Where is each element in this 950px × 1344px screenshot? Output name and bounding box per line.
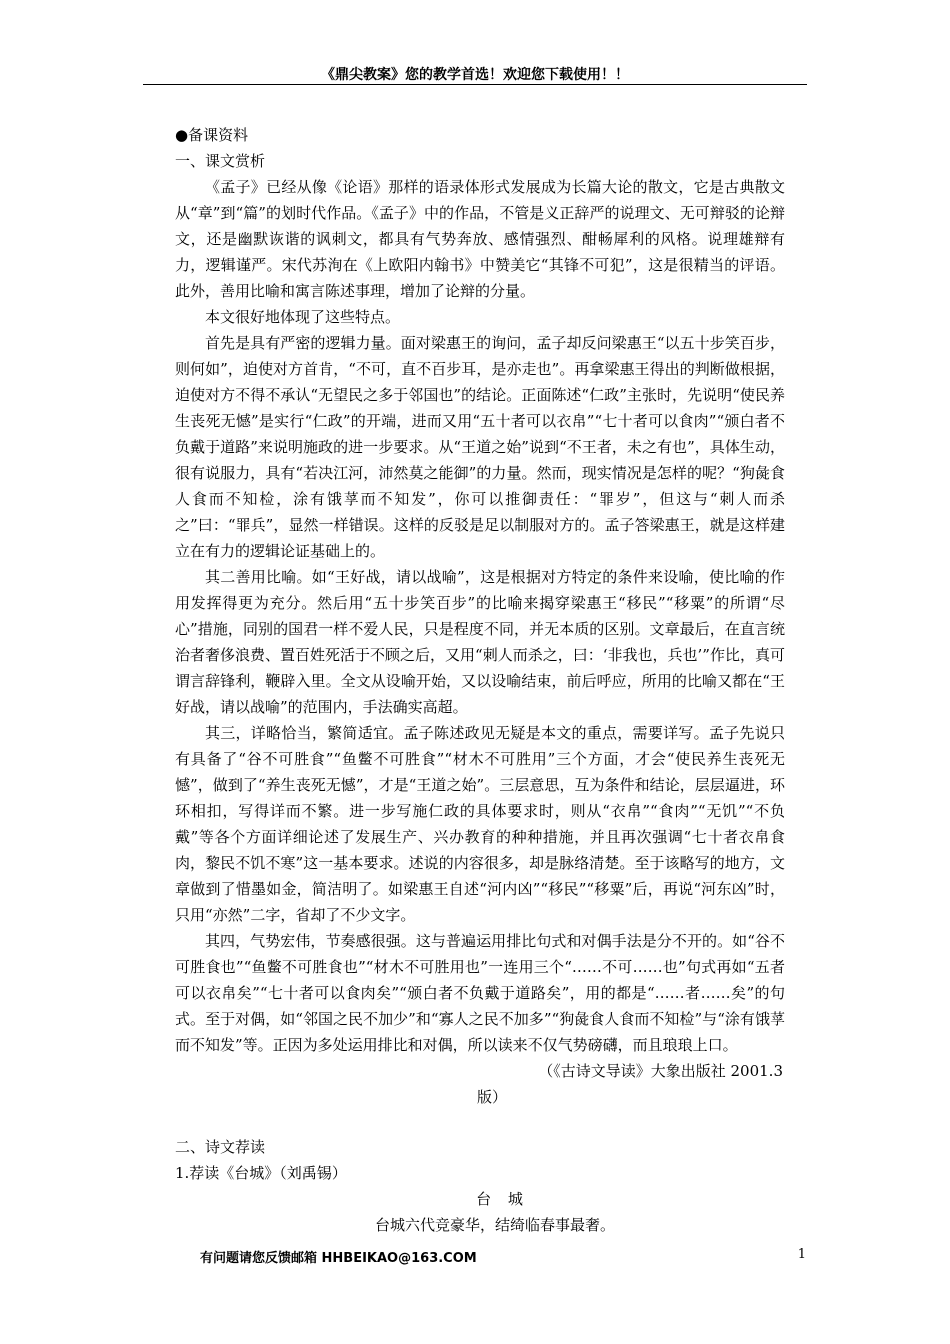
document-body: [175, 122, 785, 1238]
page-number: 1: [797, 1247, 806, 1262]
feedback-email: 有问题请您反馈邮箱 HHBEIKAO@163.COM: [200, 1251, 477, 1266]
section-heading-analysis: 一、课文赏析: [175, 152, 266, 170]
paragraph: 本文很好地体现了这些特点。: [205, 308, 401, 326]
header-divider: [143, 84, 807, 85]
header-banner: 《鼎尖教案》您的教学首选！欢迎您下载使用！！: [321, 67, 629, 83]
footer: [200, 1247, 806, 1266]
recommend-item: 1.荐读《台城》（刘禹锡）: [175, 1164, 347, 1182]
paragraph: 其四，气势宏伟，节奏感很强。这与普遍运用排比句式和对偶手法是分不开的。如“谷不可胜食也”“鱼鳖不可胜食也”“材木不可胜用也”一连用三个“……不可……也”句式再如“五者可以衣帛矣”“七十者可以食肉矣”“颁白者不负戴于道路矣”，用的都是“……者……矣”的句式。至于对偶，如“邻国之民不加少”和“寡人之民不加多”“狗彘食人食而不知检”与“涂有饿莩而不知发”等。正因为多处运用排比和对偶，所以读来不仅气势磅礴，而且琅琅上口。: [175, 932, 785, 1054]
section-heading-recommend: 二、诗文荐读: [175, 1138, 266, 1156]
paragraph: 其二善用比喻。如“王好战，请以战喻”，这是根据对方特定的条件来设喻，使比喻的作用发挥得更为充分。然后用“五十步笑百步”的比喻来揭穿梁惠王“移民”“移粟”的所谓“尽心”措施，同别的国君一样不爱人民，只是程度不同，并无本质的区别。文章最后，在直言统治者奢侈浪费、置百姓死活于不顾之后，又用“刺人而杀之，曰：‘非我也，兵也’”作比，真可谓言辞锋利，鞭辟入里。全文从设喻开始，又以设喻结束，前后呼应，所用的比喻又都在“王好战，请以战喻”的范围内，手法确实高超。: [175, 568, 785, 716]
poem-title: 台 城: [476, 1190, 529, 1208]
paragraph: 《孟子》已经从像《论语》那样的语录体形式发展成为长篇大论的散文，它是古典散文从“章”到“篇”的划时代作品。《孟子》中的作品，不管是义正辞严的说理文、无可辩驳的论辩文，还是幽默诙谐的讽刺文，都具有气势奔放、感情强烈、酣畅犀利的风格。说理雄辩有力，逻辑谨严。宋代苏洵在《上欧阳内翰书》中赞美它“其锋不可犯”，这是很精当的评语。此外，善用比喻和寓言陈述事理，增加了论辩的分量。: [175, 178, 785, 300]
poem-line: 台城六代竞豪华，结绮临春事最奢。: [374, 1216, 615, 1234]
citation-line-1: （《古诗文导读》大象出版社 2001.3: [538, 1062, 783, 1080]
paragraph: 其三，详略恰当，繁简适宜。孟子陈述政见无疑是本文的重点，需要详写。孟子先说只有具备了“谷不可胜食”“鱼鳖不可胜食”“材木不可胜用”三个方面，才会“使民养生丧死无憾”，做到了“养生丧死无憾”，才是“王道之始”。三层意思，互为条件和结论，层层逼进，环环相扣，写得详而不繁。进一步写施仁政的具体要求时，则从“衣帛”“食肉”“无饥”“不负戴”等各个方面详细论述了发展生产、兴办教育的种种措施，并且再次强调“七十者衣帛食肉，黎民不饥不寒”这一基本要求。述说的内容很多，却是脉络清楚。至于该略写的地方，文章做到了惜墨如金，简洁明了。如梁惠王自述“河内凶”“移民”“移粟”后，再说“河东凶”时，只用“亦然”二字，省却了不少文字。: [175, 724, 785, 924]
paragraph: 首先是具有严密的逻辑力量。面对梁惠王的询问，孟子却反问梁惠王“以五十步笑百步，则何如”，迫使对方首肯，“不可，直不百步耳，是亦走也”。再拿梁惠王得出的判断做根据，迫使对方不得不承认“无望民之多于邻国也”的结论。正面陈述“仁政”主张时，先说明“使民养生丧死无憾”是实行“仁政”的开端，进而又用“五十者可以衣帛”“七十者可以食肉”“颁白者不负戴于道路”来说明施政的进一步要求。从“王道之始”说到“不王者，未之有也”，具体生动，很有说服力，具有“若决江河，沛然莫之能御”的力量。然而，现实情况是怎样的呢？“狗彘食人食而不知检，涂有饿莩而不知发”，你可以推御责任：“罪岁”，但这与“刺人而杀之”曰：“罪兵”，显然一样错误。这样的反驳是足以制服对方的。孟子答梁惠王，就是这样建立在有力的逻辑论证基础上的。: [175, 334, 785, 560]
section-marker: ●备课资料: [175, 126, 249, 144]
citation: [175, 1058, 785, 1110]
citation-line-2: 版）: [477, 1088, 508, 1106]
